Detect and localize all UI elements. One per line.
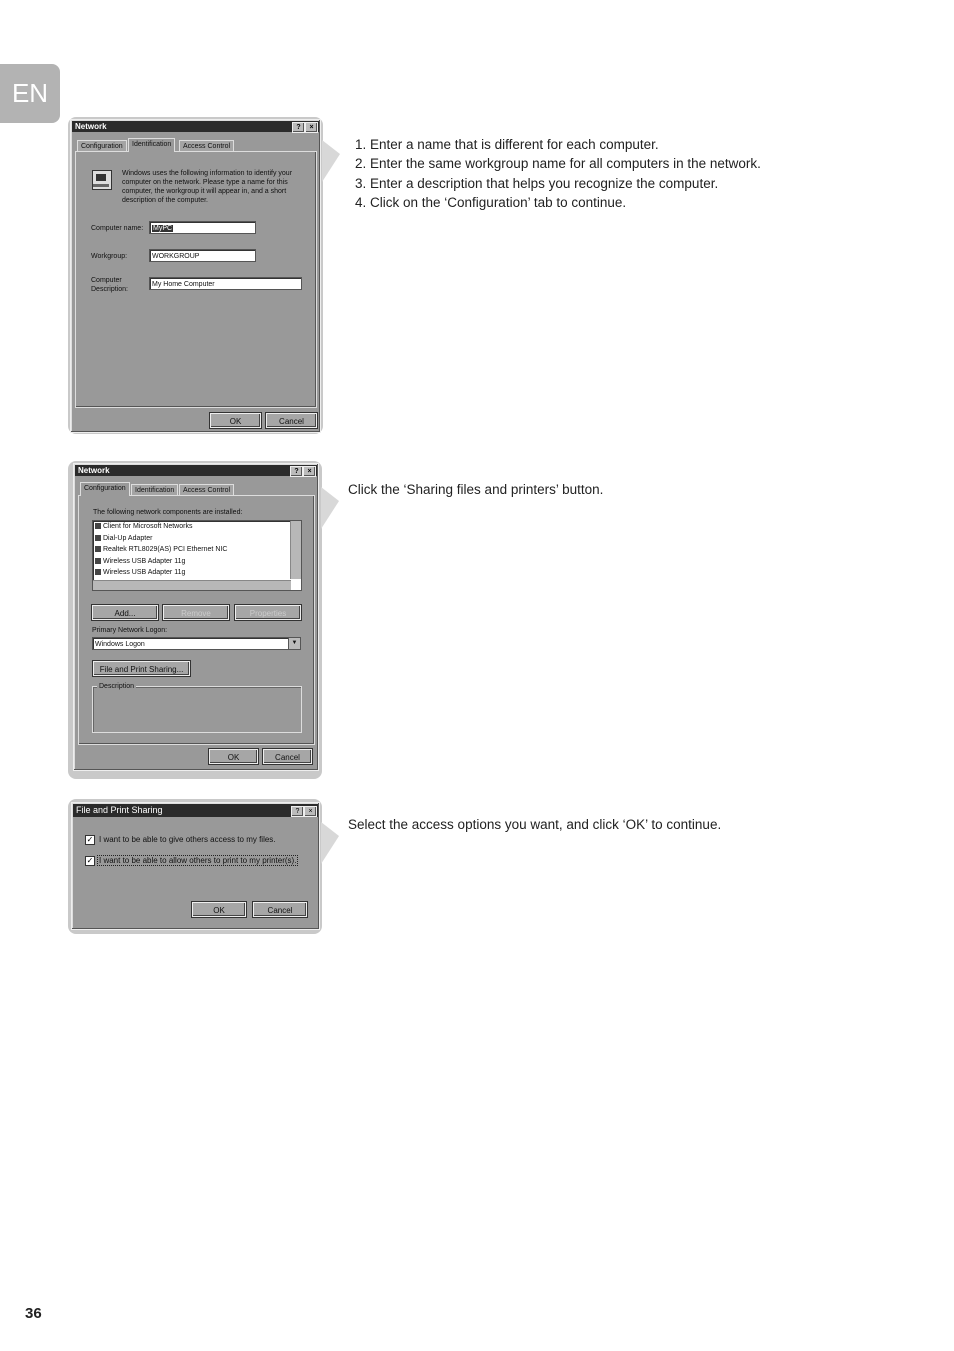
page-number: 36 [25,1305,42,1322]
dialog-titlebar [72,121,319,132]
computer-name-input[interactable]: MyPC [149,221,256,234]
step2-pointer [321,487,339,529]
dialog-title: Network [75,122,107,131]
help-icon[interactable]: ? [291,806,304,817]
step3-pointer [321,822,339,864]
components-list[interactable] [92,520,302,591]
computer-description-label: Computer Description: [91,277,128,293]
remove-button[interactable]: Remove [163,605,229,620]
tab-configuration[interactable]: Configuration [80,482,130,496]
instruction-item: 1. Enter a name that is different for each computer. [370,135,908,154]
computer-description-input[interactable]: My Home Computer [149,277,302,290]
tab-identification[interactable]: Identification [128,138,175,152]
horizontal-scrollbar[interactable] [93,580,291,590]
adapter-icon [95,569,101,575]
step3-instruction: Select the access options you want, and click ‘OK’ to continue. [348,817,722,832]
close-icon[interactable]: × [303,466,316,477]
share-files-label: I want to be able to give others access to my files. [99,835,276,844]
identification-description: Windows uses the following information to identify your computer on the network. Please type a name for this computer, the workgroup it will appear in, and a short description of the computer. [122,170,293,204]
components-list-label: The following network components are installed: [93,509,243,516]
primary-logon-select[interactable]: Windows Logon ▼ [92,637,301,650]
vertical-scrollbar[interactable] [290,521,301,579]
tab-identification[interactable]: Identification [131,484,178,496]
ok-button[interactable]: OK [210,413,261,428]
close-icon[interactable]: × [304,806,317,817]
help-icon[interactable]: ? [290,466,303,477]
file-print-sharing-dialog [71,802,320,930]
file-print-sharing-button[interactable]: File and Print Sharing... [93,661,190,676]
add-button[interactable]: Add... [92,605,158,620]
close-icon[interactable]: × [305,122,318,133]
list-item[interactable]: Wireless USB Adapter 11g [93,556,301,568]
list-item[interactable]: Wireless USB Adapter 11g [93,567,301,579]
share-printers-checkbox[interactable]: ✓ [86,856,94,865]
computer-network-icon [92,170,112,190]
list-item[interactable]: Realtek RTL8029(AS) PCI Ethernet NIC [93,544,301,556]
instruction-item: 2. Enter the same workgroup name for all computers in the network. [370,154,908,173]
help-icon[interactable]: ? [292,122,305,133]
step1-pointer [322,140,340,182]
instruction-item: 4. Click on the ‘Configuration’ tab to continue. [370,193,908,212]
network-configuration-dialog [73,463,319,771]
tab-access-control[interactable]: Access Control [179,140,234,152]
description-label: Description [99,683,135,690]
step1-instructions [348,135,908,213]
description-groupbox [92,683,302,733]
adapter-icon [95,546,101,552]
dialog-title: File and Print Sharing [76,805,163,815]
instruction-item: 3. Enter a description that helps you recognize the computer. [370,174,908,193]
identification-panel [75,151,317,408]
network-identification-dialog [70,119,321,433]
share-files-checkbox[interactable]: ✓ [86,835,94,844]
cancel-button[interactable]: Cancel [263,749,312,764]
ok-button[interactable]: OK [209,749,258,764]
language-tab: EN [0,64,60,123]
tab-access-control[interactable]: Access Control [179,484,234,496]
share-printers-label: I want to be able to allow others to print to my printer(s). [99,856,297,865]
adapter-icon [95,535,101,541]
dialog-titlebar [75,465,317,476]
computer-name-label: Computer name: [91,225,144,232]
list-item[interactable]: Dial-Up Adapter [93,533,301,545]
ok-button[interactable]: OK [192,902,246,917]
adapter-icon [95,558,101,564]
workgroup-input[interactable]: WORKGROUP [149,249,256,262]
cancel-button[interactable]: Cancel [253,902,307,917]
list-item[interactable]: Client for Microsoft Networks [93,521,301,533]
properties-button[interactable]: Properties [235,605,301,620]
network-client-icon [95,523,101,529]
dialog-titlebar [73,804,318,817]
chevron-down-icon[interactable]: ▼ [288,638,300,649]
cancel-button[interactable]: Cancel [266,413,317,428]
configuration-panel [78,495,315,745]
step2-instruction: Click the ‘Sharing files and printers’ button. [348,482,604,497]
primary-logon-label: Primary Network Logon: [92,627,168,634]
workgroup-label: Workgroup: [91,253,128,260]
tab-configuration[interactable]: Configuration [77,140,127,152]
dialog-title: Network [78,466,110,475]
